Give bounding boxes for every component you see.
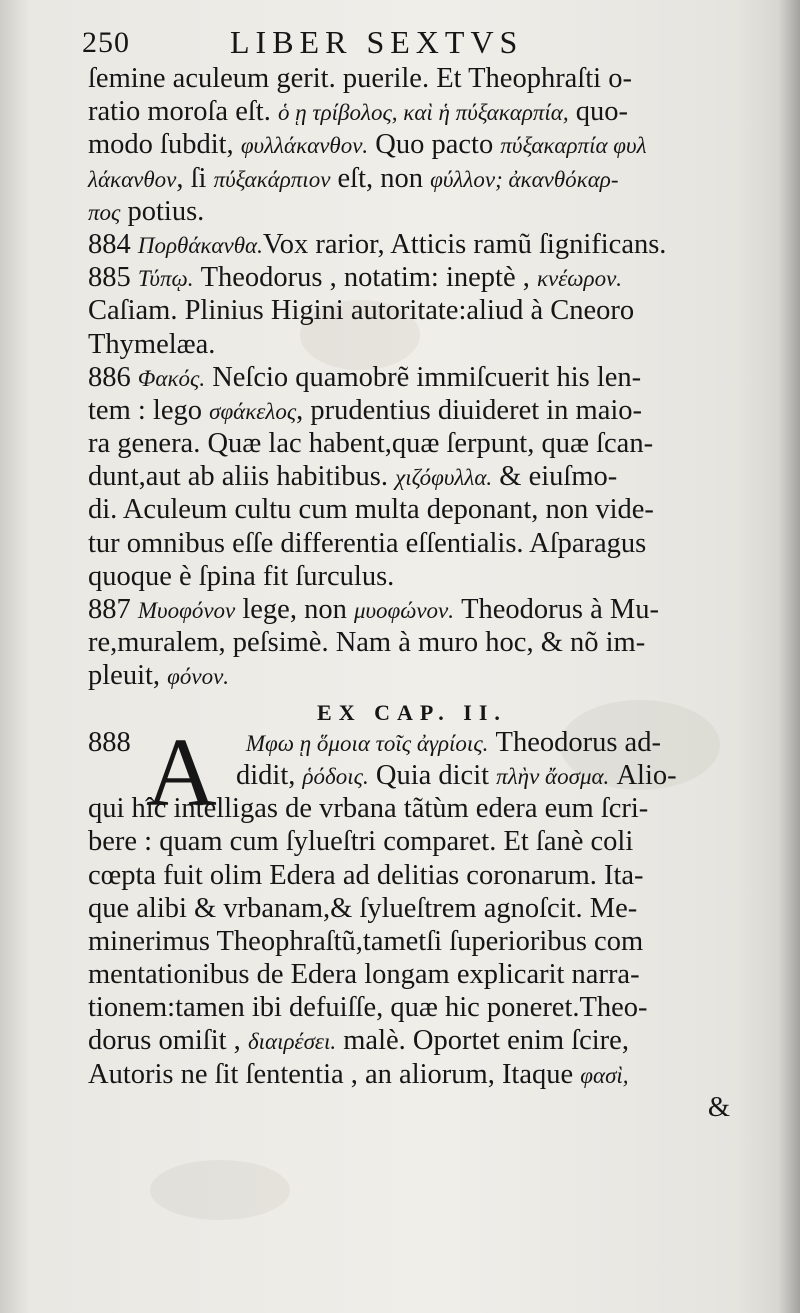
latin-text: tionem:tamen ibi defuiſſe, quæ hic poneret.Theo- [88,992,648,1024]
text-line [88,593,736,626]
text-block-bottom [88,792,736,1091]
drop-cap: A [146,718,217,827]
text-line [88,1058,736,1091]
text-line [88,427,736,460]
greek-term: κνέωρον. [537,266,623,292]
latin-text: 884 [88,228,138,260]
latin-text: pleuit, [88,660,168,692]
greek-term: Φακός. [137,365,206,391]
text-line [88,228,736,261]
greek-term: χιζόφυλλα. [395,465,493,491]
text-line [88,892,736,925]
latin-text: modo ſubdit, [88,129,241,161]
text-line [88,95,736,128]
greek-term: Μφω ῃ ὅμοια τοῖς ἀγρίοις. [245,730,489,756]
greek-term: Τύπῳ. [137,266,194,292]
latin-text: quo- [568,96,628,128]
text-line [88,560,736,593]
text-line [88,394,736,427]
paragraph-888-line-2 [236,760,677,791]
latin-text: Quo pacto [368,129,501,161]
latin-text: eſt, non [330,162,431,194]
latin-text: qui hîc intelligas de vrbana tãtùm edera eum ſcri- [88,793,649,825]
greek-term: φύλλον; ἀκανθόκαρ- [430,166,619,192]
latin-text: 885 [88,262,138,294]
text-line [88,925,736,958]
latin-text: re,muralem, peſsimè. Nam à muro hoc, & nõ im- [88,627,646,659]
text-line [88,328,736,361]
text-line [88,527,736,560]
text-line [88,162,736,195]
latin-text: Theodorus ad- [488,726,661,758]
page-edge-shadow [778,0,800,1313]
text-line [88,62,736,95]
latin-text: 886 [88,361,138,393]
latin-text: malè. Oportet enim ſcire, [336,1025,629,1057]
text-line [88,261,736,294]
catchword-text: & [707,1091,730,1123]
text-line [88,195,736,228]
text-line [88,626,736,659]
latin-text: ſemine aculeum gerit. puerile. Et Theophraſti o- [88,63,632,94]
latin-text: quoque è ſpina fit ſurculus. [88,560,395,592]
greek-term: ὁ ῃ τρίβολος, καὶ ἡ πύξακαρπία, [277,100,569,126]
latin-text: Theodorus à Mu- [454,594,659,625]
latin-text: tur omnibus eſſe differentia eſſentialis. Aſparagus [88,527,647,559]
greek-term: πύξακάρπιον [213,166,331,192]
greek-term: φασὶ, [580,1062,629,1088]
latin-text: Vox rarior, Atticis ramũ ſignificans. [262,228,667,260]
paragraph-number: 888 [88,726,131,758]
catchword [88,1091,736,1124]
text-line [88,128,736,161]
text-line [88,659,736,692]
greek-term: φυλλάκανθον. [240,133,369,159]
latin-text: lege, non [235,594,354,625]
greek-term: πος [88,199,121,225]
greek-term: φόνον. [167,664,230,690]
latin-text: di. Aculeum cultu cum multa deponant, non vide- [88,494,654,526]
latin-text: 887 [88,594,138,625]
latin-text: que alibi & vrbanam,& ſylueſtrem agnoſcit. Me- [88,892,638,924]
text-line [88,825,736,858]
text-line [88,1024,736,1057]
latin-text: didit, [236,759,303,791]
paper-stain [150,1160,290,1220]
greek-term: Πορθάκανθα. [137,232,263,258]
greek-term: πλὴν ἄοσμα. [496,763,610,789]
latin-text: , ſi [176,162,214,194]
text-line [88,991,736,1024]
text-line [88,958,736,991]
latin-text: & eiuſmo- [492,461,618,493]
latin-text: Neſcio quamobrẽ immiſcuerit his len- [205,361,642,393]
text-line [88,294,736,327]
latin-text: dorus omiſit , [88,1025,248,1057]
latin-text: Alio- [609,759,677,791]
latin-text: ra genera. Quæ lac habent,quæ ſerpunt, quæ ſcan- [88,428,654,460]
greek-term: λάκανθον [88,166,177,192]
latin-text: , prudentius diuideret in maio- [296,394,643,426]
greek-term: ῥόδοις. [302,763,369,789]
latin-text: Autoris ne ſit ſententia , an aliorum, Itaque [88,1058,581,1090]
latin-text: Caſiam. Plinius Higini autoritate:aliud à Cneoro [88,295,635,327]
text-line [88,859,736,892]
latin-text: Thymelæa. [88,328,216,360]
greek-term: μυοφώνον. [353,598,454,623]
greek-term: σφάκελος [209,398,297,424]
greek-term: πύξακαρπία φυλ [500,133,647,159]
latin-text: dunt,aut ab aliis habitibus. [88,461,396,493]
running-header [82,22,682,64]
latin-text: Theodorus , notatim: ineptè , [193,262,537,294]
latin-text: potius. [120,195,205,227]
latin-text: mentationibus de Edera longam explicarit narra- [88,959,640,991]
text-line [88,460,736,493]
body-text [88,62,736,1124]
latin-text: minerimus Theophraſtũ,tametſi ſuperioribus com [88,925,644,957]
text-line [88,493,736,526]
text-block-top [88,62,736,693]
section-heading: EX CAP. II. [317,699,507,725]
running-title: LIBER SEXTVS [230,24,524,60]
latin-text: ratio moroſa eſt. [88,96,278,128]
latin-text: Quia dicit [368,759,497,791]
latin-text: cœpta fuit olim Edera ad delitias coronarum. Ita- [88,859,644,891]
greek-term: διαιρέσει. [247,1029,337,1055]
latin-text: tem : lego [88,394,210,426]
latin-text: bere : quam cum ſylueſtri comparet. Et ſanè coli [88,826,634,858]
greek-term: Μυοφόνον [137,598,236,623]
text-line [88,361,736,394]
page-number: 250 [82,26,130,59]
